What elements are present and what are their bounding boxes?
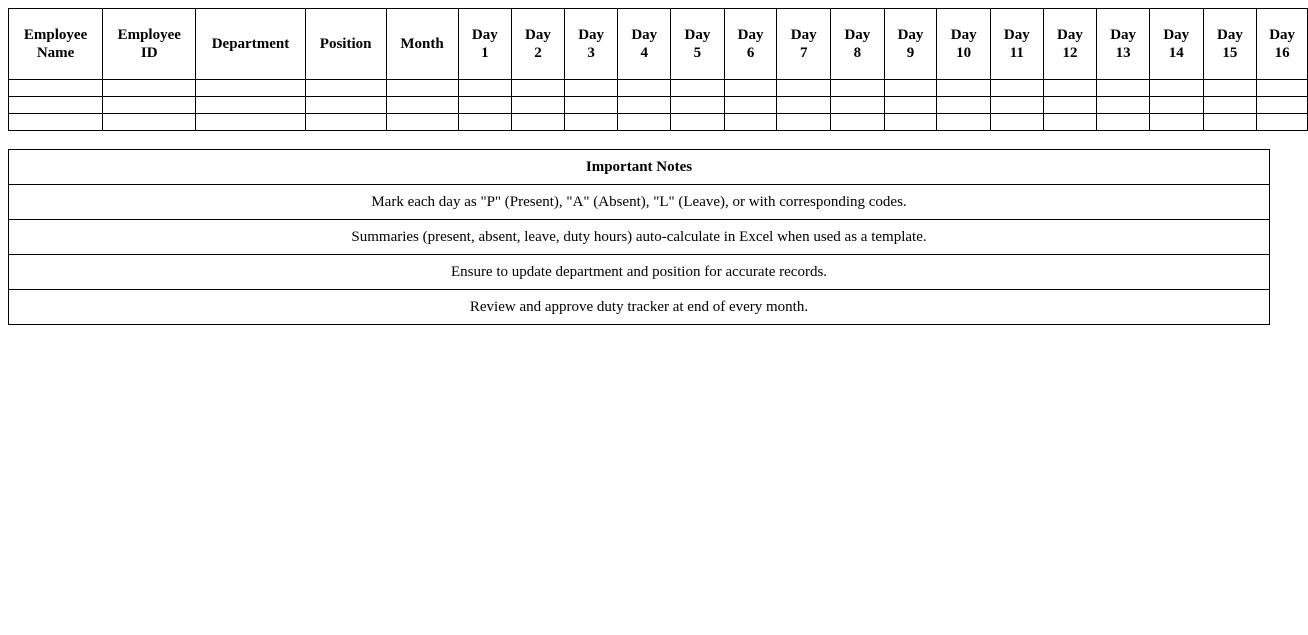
table-cell[interactable] — [724, 97, 777, 114]
table-cell[interactable] — [458, 97, 512, 114]
table-cell[interactable] — [991, 80, 1044, 97]
table-cell[interactable] — [1149, 97, 1203, 114]
column-header-text: Day — [737, 27, 764, 43]
column-header-text: 1 — [481, 45, 489, 61]
column-header-text: 7 — [799, 45, 808, 61]
column-header-text: Day — [1269, 27, 1296, 43]
table-cell[interactable] — [305, 80, 386, 97]
column-header — [1097, 9, 1150, 80]
table-cell[interactable] — [937, 80, 991, 97]
column-header — [564, 9, 618, 80]
duty-tracker-table — [8, 8, 1308, 131]
column-header-text: Day — [684, 27, 711, 43]
table-cell[interactable] — [777, 97, 831, 114]
table-cell[interactable] — [458, 114, 512, 131]
table-cell[interactable] — [564, 97, 618, 114]
notes-title: Important Notes — [9, 150, 1270, 185]
column-header — [884, 9, 937, 80]
column-header — [103, 9, 196, 80]
tracker-body — [9, 80, 1308, 131]
tracker-header-row — [9, 9, 1308, 80]
table-cell[interactable] — [103, 114, 196, 131]
column-header — [991, 9, 1044, 80]
table-cell[interactable] — [991, 114, 1044, 131]
column-header-text: ID — [140, 45, 158, 61]
column-header-text: 3 — [587, 45, 595, 61]
table-cell[interactable] — [9, 80, 103, 97]
table-cell[interactable] — [724, 114, 777, 131]
table-cell[interactable] — [937, 97, 991, 114]
column-header — [618, 9, 671, 80]
column-header-text: 11 — [1009, 45, 1024, 61]
column-header — [1043, 9, 1097, 80]
table-cell[interactable] — [1203, 114, 1257, 131]
table-cell[interactable] — [1149, 114, 1203, 131]
table-cell[interactable] — [1257, 80, 1308, 97]
column-header-text: Day — [578, 27, 605, 43]
column-header-text: Day — [790, 27, 817, 43]
column-header-text: Day — [1003, 27, 1030, 43]
column-header-text: 2 — [534, 45, 542, 61]
column-header-text: 16 — [1274, 45, 1290, 61]
column-header-text: 15 — [1222, 45, 1238, 61]
column-header-text: Day — [1057, 27, 1083, 43]
table-cell[interactable] — [103, 97, 196, 114]
table-cell[interactable] — [1149, 80, 1203, 97]
column-header-text: Name — [36, 45, 75, 61]
note-item: Review and approve duty tracker at end of every month. — [9, 290, 1270, 325]
table-cell[interactable] — [1097, 114, 1150, 131]
column-header-text: 6 — [746, 45, 755, 61]
table-cell[interactable] — [196, 114, 305, 131]
table-cell[interactable] — [777, 80, 831, 97]
column-header-text: 12 — [1062, 45, 1078, 61]
column-header-text: 13 — [1115, 45, 1131, 61]
table-cell[interactable] — [1203, 97, 1257, 114]
table-cell[interactable] — [1257, 97, 1308, 114]
column-header — [9, 9, 103, 80]
table-row — [9, 97, 1308, 114]
column-header — [305, 9, 386, 80]
table-cell[interactable] — [1043, 114, 1097, 131]
column-header-text: Employee — [23, 27, 88, 43]
table-cell[interactable] — [1043, 80, 1097, 97]
table-cell[interactable] — [671, 80, 725, 97]
table-cell[interactable] — [671, 97, 725, 114]
note-row — [9, 290, 1270, 325]
table-cell[interactable] — [9, 97, 103, 114]
table-cell[interactable] — [671, 114, 725, 131]
column-header — [671, 9, 725, 80]
column-header-text: Day — [471, 27, 498, 43]
column-header-text: 5 — [693, 45, 702, 61]
table-cell[interactable] — [937, 114, 991, 131]
table-cell[interactable] — [564, 80, 618, 97]
table-cell[interactable] — [884, 97, 937, 114]
column-header-text: Day — [897, 27, 924, 43]
table-cell[interactable] — [1097, 97, 1150, 114]
note-item: Mark each day as "P" (Present), "A" (Absent), "L" (Leave), or with corresponding codes. — [9, 185, 1270, 220]
table-cell[interactable] — [458, 80, 512, 97]
table-cell[interactable] — [512, 80, 565, 97]
column-header-text: Month — [400, 36, 444, 52]
table-cell[interactable] — [512, 97, 565, 114]
column-header-text: Day — [631, 27, 658, 43]
column-header — [1149, 9, 1203, 80]
column-header — [724, 9, 777, 80]
table-cell[interactable] — [831, 80, 885, 97]
table-cell[interactable] — [196, 80, 305, 97]
column-header-text: 14 — [1168, 45, 1184, 61]
table-row — [9, 80, 1308, 97]
note-item: Ensure to update department and position for accurate records. — [9, 255, 1270, 290]
column-header-text: 8 — [853, 45, 862, 61]
table-cell[interactable] — [305, 114, 386, 131]
duty-tracker-container — [8, 8, 1296, 131]
table-cell[interactable] — [196, 97, 305, 114]
column-header — [196, 9, 305, 80]
table-row — [9, 114, 1308, 131]
column-header-text: 9 — [906, 45, 915, 61]
column-header-text: 4 — [640, 45, 649, 61]
column-header-text: Day — [1163, 27, 1190, 43]
column-header-text: Employee — [117, 27, 181, 43]
table-cell[interactable] — [831, 97, 885, 114]
note-item: Summaries (present, absent, leave, duty hours) auto-calculate in Excel when used as a template. — [9, 220, 1270, 255]
table-cell[interactable] — [618, 97, 671, 114]
table-cell[interactable] — [386, 114, 458, 131]
table-cell[interactable] — [777, 114, 831, 131]
table-cell[interactable] — [884, 80, 937, 97]
column-header — [777, 9, 831, 80]
table-cell[interactable] — [618, 80, 671, 97]
column-header — [1257, 9, 1308, 80]
table-cell[interactable] — [386, 80, 458, 97]
column-header — [831, 9, 885, 80]
notes-table — [8, 149, 1270, 325]
table-cell[interactable] — [1257, 114, 1308, 131]
table-cell[interactable] — [386, 97, 458, 114]
notes-container — [8, 149, 1270, 325]
note-row — [9, 185, 1270, 220]
column-header — [512, 9, 565, 80]
table-cell[interactable] — [9, 114, 103, 131]
table-cell[interactable] — [1203, 80, 1257, 97]
table-cell[interactable] — [564, 114, 618, 131]
column-header — [458, 9, 512, 80]
column-header-text: Day — [1110, 27, 1137, 43]
table-cell[interactable] — [1097, 80, 1150, 97]
table-cell[interactable] — [512, 114, 565, 131]
column-header-text: Day — [525, 27, 551, 43]
column-header-text: Department — [211, 36, 290, 52]
notes-body — [9, 185, 1270, 325]
column-header-text: Day — [950, 27, 977, 43]
column-header-text: 10 — [956, 45, 972, 61]
table-cell[interactable] — [618, 114, 671, 131]
column-header — [386, 9, 458, 80]
table-cell[interactable] — [305, 97, 386, 114]
column-header — [937, 9, 991, 80]
column-header-text: Day — [844, 27, 871, 43]
table-cell[interactable] — [103, 80, 196, 97]
notes-title-row — [9, 150, 1270, 185]
note-row — [9, 220, 1270, 255]
table-cell[interactable] — [991, 97, 1044, 114]
column-header — [1203, 9, 1257, 80]
table-cell[interactable] — [884, 114, 937, 131]
table-cell[interactable] — [831, 114, 885, 131]
table-cell[interactable] — [1043, 97, 1097, 114]
column-header-text: Day — [1217, 27, 1243, 43]
table-cell[interactable] — [724, 80, 777, 97]
note-row — [9, 255, 1270, 290]
column-header-text: Position — [319, 36, 372, 52]
